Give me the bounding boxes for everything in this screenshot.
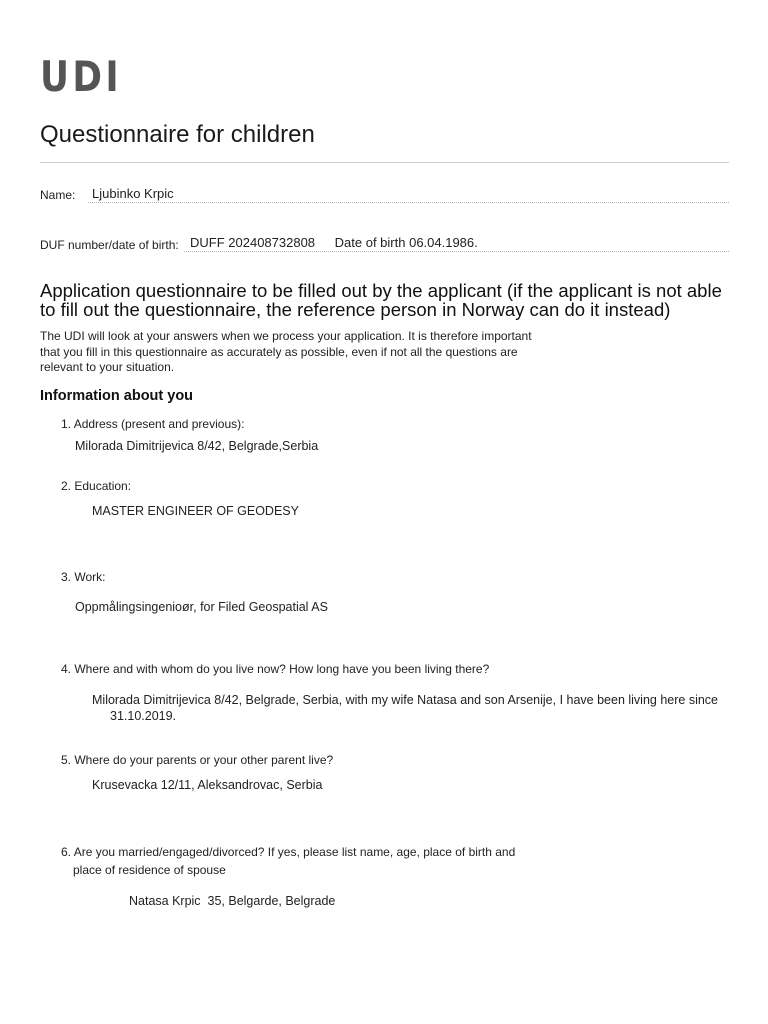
question-1: 1. Address (present and previous): [61, 417, 245, 431]
title-divider [40, 162, 729, 163]
question-5: 5. Where do your parents or your other parent live? [61, 753, 334, 767]
answer-3: Oppmålingsingenioør, for Filed Geospatial AS [75, 600, 328, 614]
duf-field[interactable] [184, 235, 729, 252]
duf-value: DUFF 202408732808 [190, 235, 316, 250]
question-2: 2. Education: [61, 479, 132, 493]
udi-logo: UDI [40, 52, 123, 101]
question-6: 6. Are you married/engaged/divorced? If yes, please list name, age, place of birth and [61, 845, 516, 859]
answer-4-line-2: 31.10.2019. [110, 709, 177, 723]
name-label: Name: [40, 188, 76, 202]
answer-6: Natasa Krpic 35, Belgarde, Belgrade [129, 894, 336, 908]
question-6-line-2: place of residence of spouse [73, 863, 226, 877]
question-3: 3. Work: [61, 570, 106, 584]
name-value: Ljubinko Krpic [92, 186, 174, 201]
page-title: Questionnaire for children [40, 121, 315, 148]
section-heading: Application questionnaire to be filled out by the applicant (if the applicant is not able to fill out the questionnaire, the reference person in Norway can do it instead) [40, 280, 722, 320]
answer-4: Milorada Dimitrijevica 8/42, Belgrade, Serbia, with my wife Natasa and son Arsenije, I have been living here since [92, 693, 719, 707]
subheading-information: Information about you [40, 388, 194, 404]
duf-label: DUF number/date of birth: [40, 238, 179, 252]
answer-2: MASTER ENGINEER OF GEODESY [92, 504, 299, 518]
question-4: 4. Where and with whom do you live now? How long have you been living there? [61, 662, 490, 676]
answer-5: Krusevacka 12/11, Aleksandrovac, Serbia [92, 778, 323, 792]
answer-1: Milorada Dimitrijevica 8/42, Belgrade,Serbia [75, 439, 319, 453]
name-field[interactable] [88, 186, 729, 203]
dob-value: Date of birth 06.04.1986. [334, 235, 478, 250]
intro-text: The UDI will look at your answers when we process your application. It is therefore important that you fill in this questionnaire as accurately as possible, even if not all the questions are relevant to your situation. [40, 329, 532, 374]
